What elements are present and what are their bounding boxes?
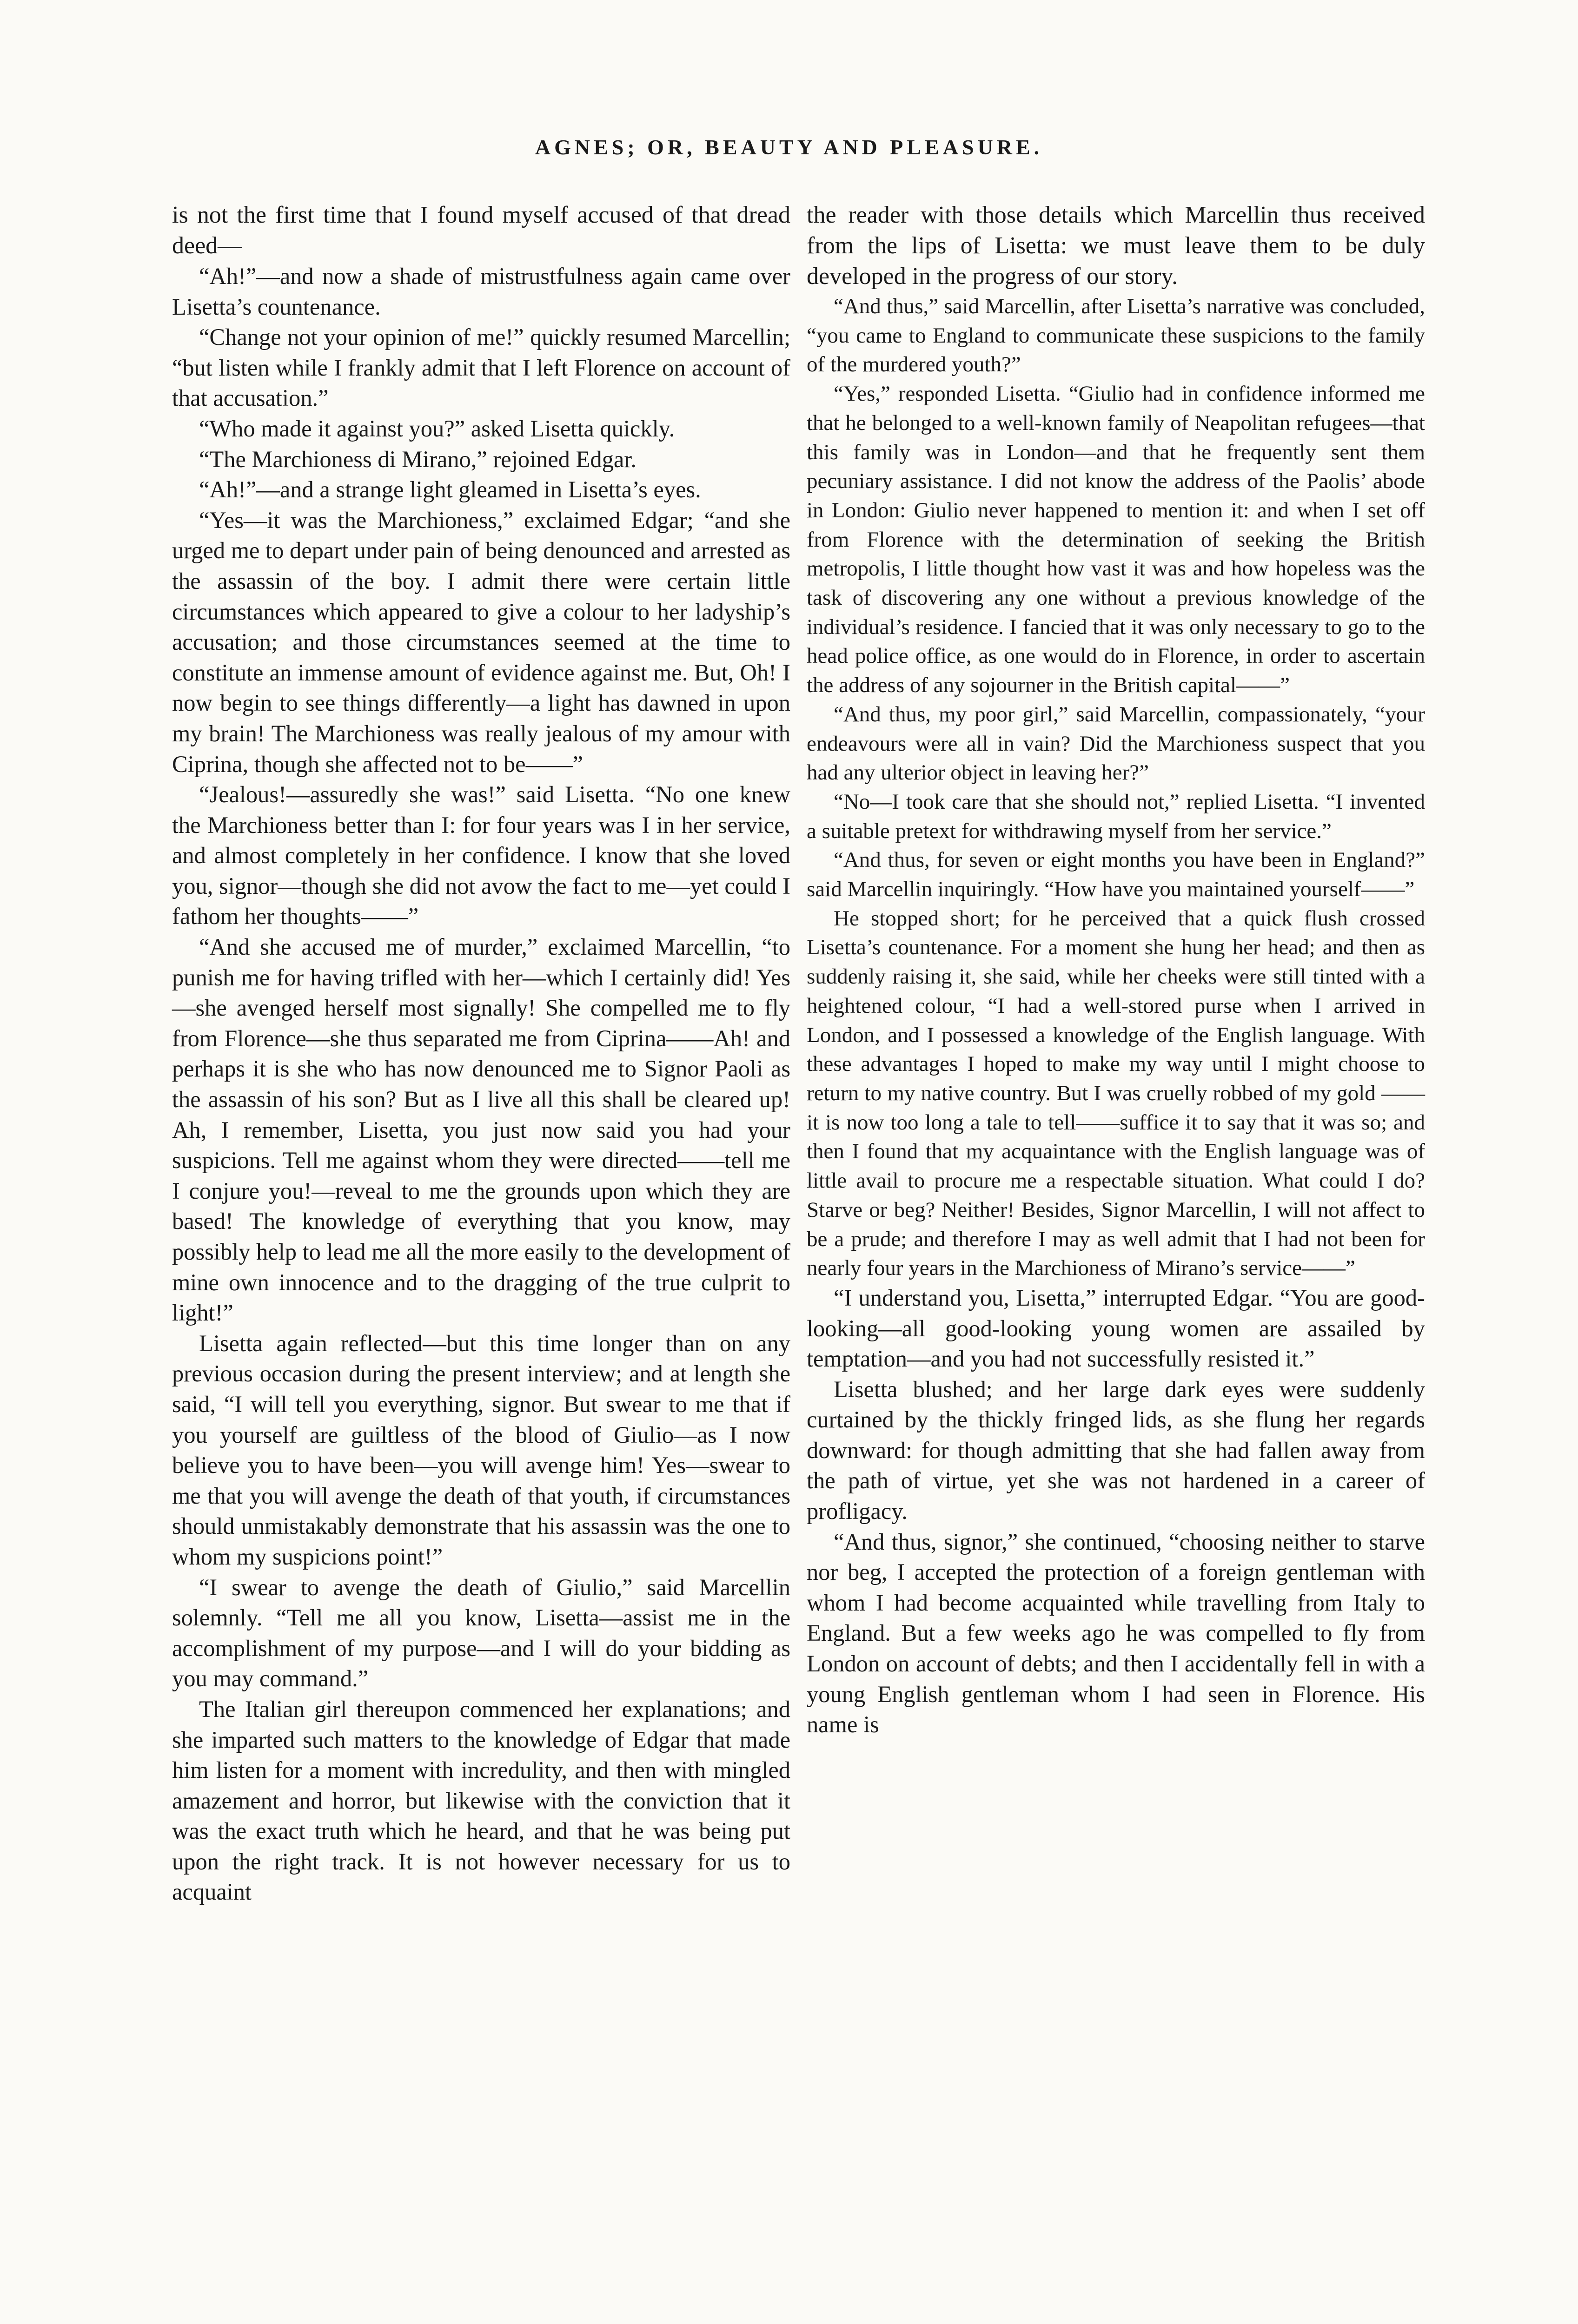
paragraph: The Italian girl thereupon commenced her explanations; and she imparted such matters to the knowledge of Edgar that made him listen for a moment with incredulity, and then with mingled amazement and horror, but likewise with the conviction that it was the exact truth which he heard, and that he was being put upon the right track. It is not however necessary for us to acquaint (172, 1696, 790, 1905)
paragraph: Lisetta again reflected—but this time longer than on any previous occasion during the present interview; and at length she said, “I will tell you everything, signor. But swear to me that if you yourself are guiltless of the blood of Giulio—as I now believe you to have been—you will avenge him! Yes—swear to me that you will avenge the death of that youth, if circumstances should unmistakably demonstrate that his assassin was the one to whom my suspicions point!” (172, 1330, 790, 1570)
paragraph: “Yes—it was the Marchioness,” exclaimed Edgar; “and she urged me to depart under pain of being denounced and arrested as the assassin of the boy. I admit there were certain little circumstances which appeared to give a colour to her ladyship’s accusation; and those circumstances seemed at the time to constitute an immense amount of evidence against me. But, Oh! I now begin to see things differently—a light has dawned in upon my brain! The Marchioness was really jealous of my amour with Ciprina, though she affected not to be——” (172, 507, 790, 777)
paragraph: “Who made it against you?” asked Lisetta quickly. (199, 415, 675, 442)
paragraph: “I understand you, Lisetta,” interrupted Edgar. “You are good-looking—all good-looking young women are assailed by temptation—and you had not successfully resisted it.” (807, 1284, 1425, 1372)
paragraph: “And she accused me of murder,” exclaimed Marcellin, “to punish me for having trifled with her—which I certainly did! Yes—she avenged herself most signally! She compelled me to fly from Florence—she thus separated me from Ciprina——Ah! and perhaps it is she who has now denounced me to Signor Paoli as the assassin of his son? But as I live all this shall be cleared up! Ah, I remember, Lisetta, you just now said you had your suspicions. Tell me against whom they were directed——tell me I conjure you!—reveal to me the grounds upon which they are based! The knowledge of everything that you know, may possibly help to lead me all the more easily to the development of mine own innocence and to the dragging of the true culprit to light!” (172, 934, 790, 1326)
paragraph: “Ah!”—and now a shade of mistrustfulness again came over Lisetta’s countenance. (172, 263, 790, 320)
paragraph: He stopped short; for he perceived that a quick flush crossed Lisetta’s countenance. For a moment she hung her head; and then as suddenly raising it, she said, while her cheeks were still tinted with a heightened colour, “I had a well-stored purse when I arrived in London, and I possessed a knowledge of the English language. With these advantages I hoped to make my way until I might choose to return to my native country. But I was cruelly robbed of my gold ——it is now too long a tale to tell——suffice it to say that it was so; and then I found that my acquaintance with the English language was of little avail to procure me a respectable situation. What could I do? Starve or beg? Neither! Besides, Signor Marcellin, I will not affect to be a prude; and therefore I may as well admit that I had not been for nearly four years in the Marchioness of Mirano’s service——” (807, 906, 1425, 1281)
paragraph: “The Marchioness di Mirano,” rejoined Edgar. (199, 446, 637, 472)
paragraph: Lisetta blushed; and her large dark eyes were suddenly curtained by the thickly fringed lids, as she flung her regards downward: for though admitting that she had fallen away from the path of virtue, yet she was not hardened in a career of profligacy. (807, 1376, 1425, 1525)
paragraph: the reader with those details which Marcellin thus received from the lips of Lisetta: we must leave them to be duly developed in the progress of our story. (807, 202, 1425, 290)
paragraph: “Yes,” responded Lisetta. “Giulio had in confidence informed me that he belonged to a well-known family of Neapolitan refugees—that this family was in London—and that he frequently sent them pecuniary assistance. I did not know the address of the Paolis’ abode in London: Giulio never happened to mention it: and when I set off from Florence with the determination of seeking the British metropolis, I little thought how vast it was and how hopeless was the task of discovering any one without a previous knowledge of the individual’s residence. I fancied that it was only necessary to go to the head police office, as one would do in Florence, in order to ascertain the address of any sojourner in the British capital——” (807, 382, 1425, 698)
running-head: AGNES; OR, BEAUTY AND PLEASURE. (535, 135, 1043, 159)
paragraph: “Change not your opinion of me!” quickly resumed Marcellin; “but listen while I frankly admit that I left Florence on account of that accusation.” (172, 324, 790, 411)
paragraph: “Jealous!—assuredly she was!” said Lisetta. “No one knew the Marchioness better than I: for four years was I in her service, and almost completely in her confidence. I know that she loved you, signor—though she did not avow the fact to me—yet could I fathom her thoughts——” (172, 781, 790, 930)
paragraph: “And thus, signor,” she continued, “choosing neither to starve nor beg, I accepted the protection of a foreign gentleman with whom I had become acquainted while travelling from Italy to England. But a few weeks ago he was compelled to fly from London on account of debts; and then I accidentally fell in with a young English gentleman whom I had seen in Florence. His name is (807, 1528, 1425, 1738)
paragraph: “And thus, for seven or eight months you have been in England?” said Marcellin inquiringly. “How have you maintained yourself——” (807, 848, 1425, 902)
column-divider (798, 200, 799, 2315)
paragraph: “I swear to avenge the death of Giulio,” said Marcellin solemnly. “Tell me all you know, Lisetta—assist me in the accomplishment of my purpose—and I will do your bidding as you may command.” (172, 1574, 790, 1692)
paragraph: “And thus,” said Marcellin, after Lisetta’s narrative was concluded, “you came to England to communicate these suspicions to the family of the murdered youth?” (807, 294, 1425, 377)
paragraph: “No—I took care that she should not,” replied Lisetta. “I invented a suitable pretext for withdrawing myself from her service.” (807, 789, 1425, 843)
right-column (807, 200, 1425, 1740)
paragraph: “Ah!”—and a strange light gleamed in Lisetta’s eyes. (199, 476, 701, 503)
paragraph: “And thus, my poor girl,” said Marcellin, compassionately, “your endeavours were all in vain? Did the Marchioness suspect that you had any ulterior object in leaving her?” (807, 702, 1425, 785)
left-column (172, 200, 790, 1908)
paragraph: is not the first time that I found myself accused of that dread deed— (172, 202, 790, 259)
